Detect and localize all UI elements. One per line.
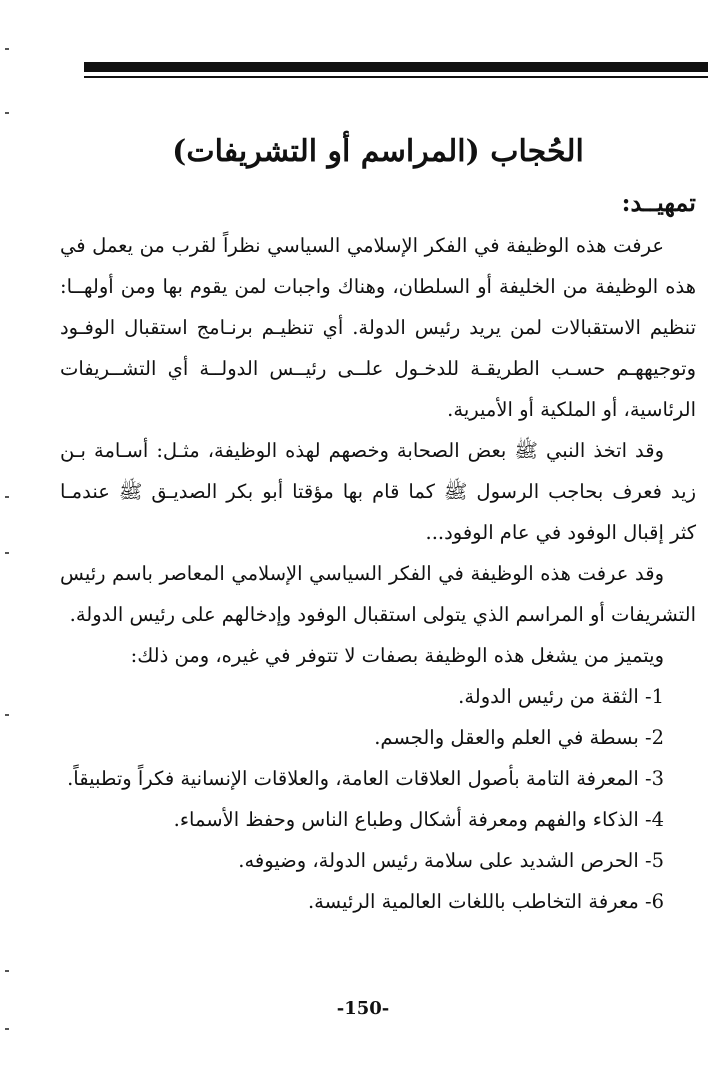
header-rule-thin	[84, 76, 708, 78]
page-number: -150-	[336, 998, 390, 1019]
margin-mark	[5, 714, 9, 716]
list-item: 4- الذكاء والفهم ومعرفة أشكال وطباع الناس وحفظ الأسماء.	[173, 808, 664, 831]
header-rule-thick	[84, 62, 708, 72]
paragraph-line: الرئاسية، أو الملكية أو الأميرية.	[447, 398, 696, 421]
margin-mark	[5, 112, 9, 114]
paragraph-line: عرفت هذه الوظيفة في الفكر الإسلامي السياسي نظراً لقرب من يعمل في	[60, 234, 664, 257]
paragraph-line: التشريفات أو المراسم الذي يتولى استقبال الوفود وإدخالهم على رئيس الدولة.	[69, 603, 696, 626]
margin-mark	[5, 1028, 9, 1030]
paragraph-line: وتوجيههـم حسـب الطريقـة للدخـول علــى رئيــس الدولــة أي التشــريفات	[60, 357, 696, 380]
list-item: 2- بسطة في العلم والعقل والجسم.	[374, 726, 664, 749]
list-item: 3- المعرفة التامة بأصول العلاقات العامة، والعلاقات الإنسانية فكراً وتطبيقاً.	[67, 767, 664, 790]
paragraph-line: هذه الوظيفة من الخليفة أو السلطان، وهناك واجبات لمن يقوم بها ومن أولهــا:	[60, 275, 696, 298]
margin-mark	[5, 970, 9, 972]
paragraph-line: وقد عرفت هذه الوظيفة في الفكر السياسي الإسلامي المعاصر باسم رئيس	[60, 562, 664, 585]
paragraph-line: وقد اتخذ النبي ﷺ بعض الصحابة وخصهم لهذه الوظيفة، مثـل: أسـامة بـن	[60, 439, 664, 462]
list-item: 1- الثقة من رئيس الدولة.	[458, 685, 664, 708]
list-item: 6- معرفة التخاطب باللغات العالمية الرئيسة.	[307, 890, 664, 913]
paragraph-line: تنظيم الاستقبالات لمن يريد رئيس الدولة. أي تنظيـم برنـامج استقبال الوفـود	[60, 316, 696, 339]
margin-mark	[5, 552, 9, 554]
paragraph-line: كثر إقبال الوفود في عام الوفود...	[425, 521, 696, 544]
section-heading: تمهيــد:	[621, 188, 696, 217]
margin-mark	[5, 48, 9, 50]
page-title: الحُجاب (المراسم أو التشريفات)	[172, 134, 584, 169]
list-item: 5- الحرص الشديد على سلامة رئيس الدولة، وضيوفه.	[238, 849, 664, 872]
paragraph-line: ويتميز من يشغل هذه الوظيفة بصفات لا تتوفر في غيره، ومن ذلك:	[130, 644, 664, 667]
paragraph-line: زيد فعرف بحاجب الرسول ﷺ كما قام بها مؤقتا أبو بكر الصديـق ﷺ عندمـا	[60, 480, 696, 503]
margin-mark	[5, 496, 9, 498]
